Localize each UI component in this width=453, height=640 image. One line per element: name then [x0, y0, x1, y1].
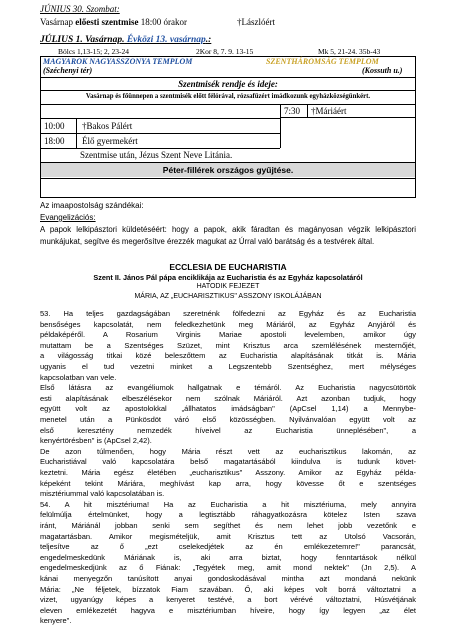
article-line: ugyanis el tud vezetni minket a Legszentebb Szentséghez, mert mélységes [40, 362, 416, 371]
saturday-mass-prefix: Vasárnap [40, 17, 76, 27]
article-line: kánai menyegzőn tanúsított anyai gondoskodásával mintha azt mondaná nekünk [40, 574, 416, 583]
article-line: képeként tekint Máriára, meghívást kap arra, hogy kövesse őt e szentséges [40, 478, 416, 488]
divider [40, 148, 280, 149]
sunday-heading-tail: .: [205, 35, 212, 45]
saturday-heading: JÚNIUS 30. Szombat: [40, 4, 120, 14]
article-section: MÁRIA, AZ „EUCHARISZTIKUS" ASSZONY ISKOLÁJÁBAN [134, 293, 322, 300]
divider [307, 104, 308, 118]
place-left: (Széchenyi tér) [43, 66, 93, 75]
sunday-heading [40, 35, 211, 45]
divider [280, 118, 281, 148]
article-line: misztériummal való kapcsolatában is. [40, 489, 165, 499]
article-line: első keresztény nemzedék híveivel az Eucharistia ünneplésében", a [40, 425, 416, 435]
article-chapter: HATODIK FEJEZET [196, 283, 260, 290]
row-intention-1: †Bakos Pálért [82, 121, 133, 131]
article-line: együtt volt az apostolokkal „állhatatos imádságban" (ApCsel 1,14) a Mennybe- [40, 404, 416, 414]
article-line: kenyere". [40, 616, 72, 626]
article-line: keztetni. Mária egész életében „eucharisztikus" Asszony. Amikor az Egyház példa- [40, 468, 416, 477]
sunday-heading-date: JÚLIUS 1. Vasárnap. [40, 35, 125, 45]
after-mass [80, 150, 232, 160]
article-line: kapcsolatban van vele. [40, 372, 117, 382]
saturday-intention: †Lászlóért [237, 17, 275, 27]
church-right: SZENTHÁROMSÁG TEMPLOM [266, 57, 379, 66]
article-line: engedelmeskedünk Máriának is, aki arra biztat, hogy fenntartások nélkül [40, 552, 416, 562]
sunday-heading-feast: Évközi 13. vasárnap [124, 35, 206, 45]
article-line: esti alapításának elbeszélésekor nem szólnak Máriáról. Azt azonban tudjuk, hogy [40, 393, 416, 403]
after-mass-text: Szentmise után, Jézus Szent Neve Litánia. [80, 150, 233, 160]
article-line: példaképéről. A Rosarium Virginis Mariae apostoli levelemben, amikor úgy [40, 330, 416, 340]
divider [40, 178, 416, 179]
article-line: bensőséges kapcsolatát, nem feledkezhetünk meg Máriáról, az Egyház Anyjáról és [40, 319, 416, 329]
right-mass-cell [280, 104, 416, 118]
place-right: (Kossuth u.) [362, 66, 403, 75]
article-line: Mária: „Ne féljetek, bízzatok Fiam szavában. Ő, aki képes volt borrá változtatni a [40, 584, 416, 594]
article-line: teljesítve az ő „ezt cselekedjétek az én emlékezetemre!" parancsát, [40, 542, 416, 552]
article-line: 53. Ha teljes gazdagságában szeretnénk fölfedezni az Egyház és az Eucharistia [40, 309, 416, 318]
confession-note: Vasárnap és főünnepen a szentmisék előtt félórával, rózsafüzért imádkozunk egyházközségünkért. [85, 93, 371, 100]
prayer-text: A papok lelkipásztori küldetéséért: hogy a papok, akik fáradtan és magányosan végzik lelkipásztori munkájukat, segítve és megerősítve érezzék magukat az Úrral való barátság és a testvérek által. [40, 225, 416, 246]
saturday-mass-line [40, 17, 187, 27]
saturday-mass-bold: előesti szentmise [75, 17, 139, 27]
reading-2: 2Kor 8, 7. 9. 13-15 [196, 47, 254, 56]
order-title: Szentmisék rendje és ideje: [178, 79, 278, 89]
article-line: a világosság titkai közé beleszőttem az Eucharistia alapításának titkát is. Mária [40, 351, 416, 361]
article-line: magatartásban. Amikor megismételjük, amit Krisztus tett az Utolsó Vacsorán, [40, 531, 416, 541]
article-line: menetel után a Pünkösdöt váró első közösségben. Nyilvánvalóan együtt volt az [40, 415, 416, 424]
article-line: iránt, Máriánál jobban senki sem segíthet és nem lehet jobb vezetőnk e [40, 521, 416, 530]
divider [76, 118, 77, 148]
right-mass-intention: †Máriáért [311, 106, 347, 116]
reading-1: Bölcs 1,13-15; 2, 23-24 [58, 47, 130, 56]
article-subtitle: Szent II. János Pál pápa enciklikája az Eucharistia és az Egyház kapcsolatáról [93, 273, 363, 282]
right-mass-time: 7:30 [284, 106, 301, 116]
article-line: mutattam be a Szentséges Szüzet, mint Krisztus arca szemlélésének mesternőjét, [40, 340, 416, 350]
article-title: ECCLESIA DE EUCHARISTIA [169, 262, 287, 272]
row-time-2: 18:00 [44, 136, 65, 146]
article-line: De azon túlmenően, hogy Mária részt vett az eucharisztikus lakomán, az [40, 446, 416, 456]
article-line: kenyértörésben" is (ApCsel 2,42). [40, 436, 152, 446]
row-time-1: 10:00 [44, 121, 65, 131]
divider [40, 77, 416, 78]
article-line: vizet, ugyanúgy képes a kenyeret testévé, a bort vérévé változtatni, Húsvétjának [40, 595, 416, 605]
article-line: 54. A hit misztériuma! Ha az Eucharistia a hit misztériuma, mely annyira [40, 499, 416, 509]
divider [40, 90, 416, 91]
article-line: Eucharistiával való kapcsolatára belső magatartásából kiindulva is tudunk követ- [40, 457, 416, 467]
reading-3: Mk 5, 21-24. 35b-43 [318, 47, 381, 56]
article-line: Első látásra az evangéliumok hallgatnak e témáról. Az Eucharistia nagycsütörtök [40, 383, 416, 393]
article-line: engedelmeskedjünk az ő Fiának: „Tegyétek meg, amit mond nektek" (Jn 2,5). A [40, 563, 416, 573]
saturday-mass-time: 18:00 órakor [138, 17, 187, 27]
prayer-intro: Az imaapostolság szándékai: [40, 201, 144, 210]
church-left: MAGYAROK NAGYASSZONYA TEMPLOM [43, 57, 193, 66]
prayer-label: Evangelizációs: [40, 213, 96, 222]
article-line: eleven emlékezetét hagyva e misztériumban híveire, hogy így legyen „az élet [40, 605, 416, 615]
collection: Péter-fillérek országos gyűjtése. [162, 165, 294, 175]
article-line: felülmúlja értelmünket, hogy a legtisztább ráhagyatkozásra kötelez Isten szava [40, 510, 416, 520]
row-intention-2: Élő gyermekért [82, 136, 138, 146]
